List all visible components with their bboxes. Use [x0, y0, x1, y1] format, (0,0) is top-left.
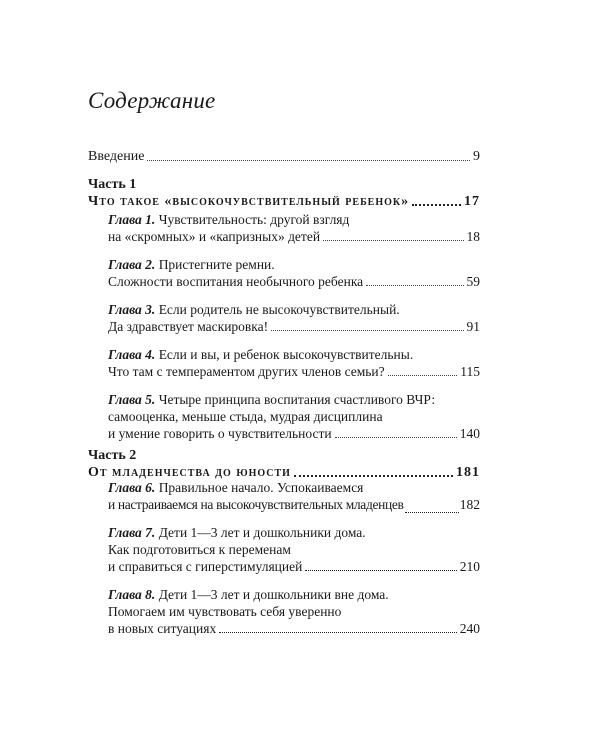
chapter-title-line: Что там с темпераментом других членов семьи? — [108, 364, 385, 379]
leader-dots — [335, 436, 457, 438]
page-title: Содержание — [88, 88, 216, 113]
toc-entry-intro — [88, 148, 480, 165]
leader-dots — [366, 284, 463, 286]
page-number: 181 — [456, 465, 480, 480]
toc-entry-chapter-3 — [108, 301, 480, 335]
leader-dots — [147, 159, 470, 161]
chapter-label: Глава 5. — [108, 392, 156, 407]
chapter-title-line: Как подготовиться к переменам — [108, 542, 291, 557]
page-number: 91 — [466, 319, 480, 334]
part-label: Часть 1 — [88, 177, 137, 192]
leader-dots — [388, 374, 458, 376]
page-number: 9 — [473, 149, 480, 164]
chapter-title-line: Правильное начало. Успокаиваемся — [158, 480, 364, 495]
chapter-label: Глава 3. — [108, 302, 156, 317]
chapter-title-line: Если родитель не высокочувствительный. — [158, 302, 400, 317]
page-number: 115 — [460, 364, 480, 379]
chapter-title-line: Дети 1—3 лет и дошкольники вне дома. — [158, 587, 389, 602]
toc-entry-chapter-8 — [108, 586, 480, 637]
page-number: 210 — [459, 559, 480, 574]
chapter-title-line: в новых ситуациях — [108, 621, 217, 636]
part-label: Часть 2 — [88, 448, 137, 463]
chapter-label: Глава 6. — [108, 480, 156, 495]
chapter-title-line: Чувствительность: другой взгляд — [158, 212, 350, 227]
chapter-label: Глава 7. — [108, 525, 156, 540]
leader-dots — [305, 569, 456, 571]
chapter-label: Глава 2. — [108, 257, 156, 272]
entry-title: Введение — [88, 149, 145, 164]
page-number: 240 — [459, 621, 480, 636]
chapter-title-line: Сложности воспитания необычного ребенка — [108, 274, 364, 289]
chapter-label: Глава 1. — [108, 212, 156, 227]
leader-dots — [219, 631, 457, 633]
page-number: 17 — [464, 194, 480, 209]
chapter-title-line: Если и вы, и ребенок высокочувствительны. — [158, 347, 414, 362]
chapter-title-line: на «скромных» и «капризных» детей — [108, 229, 321, 244]
leader-dots — [323, 239, 463, 241]
toc-entry-chapter-2 — [108, 256, 480, 290]
part-heading-2 — [88, 447, 480, 481]
toc-entry-chapter-6 — [108, 479, 480, 513]
chapter-title-line: Помогаем им чувствовать себя уверенно — [108, 604, 342, 619]
chapter-title-line: и настраиваемся на высокочувствительных младенцев — [108, 497, 404, 512]
part-heading-1 — [88, 176, 480, 210]
toc-entry-chapter-7 — [108, 524, 480, 575]
part-title: Что такое «высокочувствительный ребенок» — [88, 194, 410, 209]
chapter-title-line: Да здравствует маскировка! — [108, 319, 269, 334]
chapter-title-line: Четыре принципа воспитания счастливого ВЧР: — [158, 392, 436, 407]
part-title: От младенчества до юности — [88, 465, 291, 480]
leader-dots — [412, 203, 461, 206]
chapter-label: Глава 8. — [108, 587, 156, 602]
leader-dots — [271, 329, 463, 331]
chapter-title-line: и умение говорить о чувствительности — [108, 426, 332, 441]
leader-dots — [294, 474, 453, 477]
page-number: 59 — [466, 274, 480, 289]
toc-entry-chapter-1 — [108, 211, 480, 245]
chapter-title-line: и справиться с гиперстимуляцией — [108, 559, 303, 574]
chapter-title-line: Дети 1—3 лет и дошкольники дома. — [158, 525, 366, 540]
toc-entry-chapter-5 — [108, 391, 480, 442]
page-number: 140 — [459, 426, 480, 441]
page-number: 182 — [459, 497, 480, 512]
chapter-label: Глава 4. — [108, 347, 156, 362]
toc-entry-chapter-4 — [108, 346, 480, 380]
leader-dots — [405, 511, 459, 513]
chapter-title-line: Пристегните ремни. — [158, 257, 275, 272]
page-number: 18 — [466, 229, 480, 244]
chapter-title-line: самооценка, меньше стыда, мудрая дисциплина — [108, 409, 383, 424]
